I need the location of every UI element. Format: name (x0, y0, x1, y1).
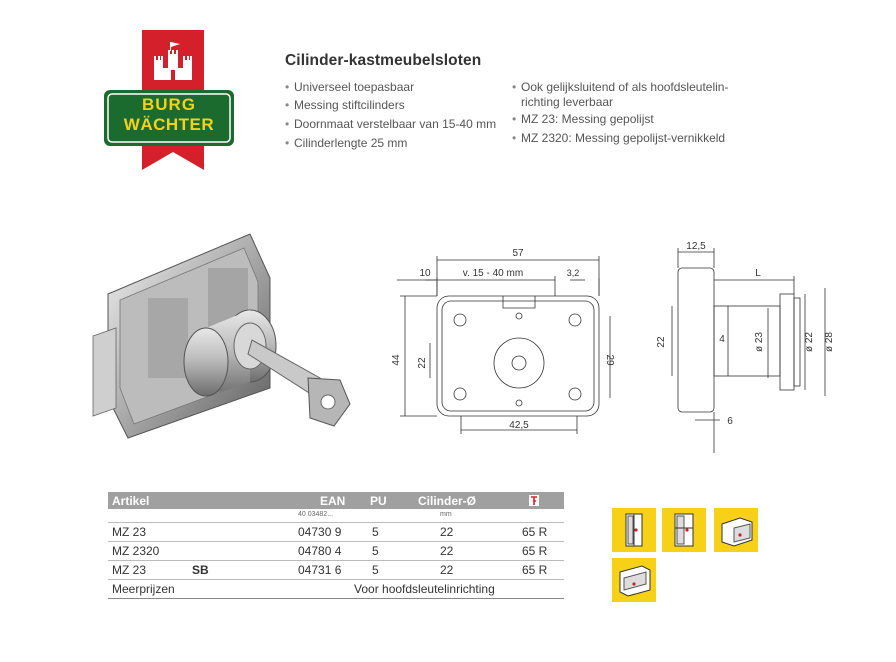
drawer-flap-usage-icon (714, 508, 758, 552)
feature-item: • Messing stiftcilinders (285, 98, 405, 112)
dim-4: 4 (719, 334, 725, 345)
feature-item: • Doornmaat verstelbaar van 15-40 mm (285, 117, 497, 131)
dim-42-5: 42,5 (509, 420, 529, 431)
col-ean: EAN (320, 494, 346, 508)
dim-22-side: 22 (656, 336, 667, 348)
dim-22: 22 (417, 357, 428, 369)
feature-item: • Ook gelijksluitend of als hoofdsleutelin- richting leverbaar (512, 80, 729, 109)
table-subheader: 40 03482... mm (298, 511, 452, 518)
dim-29: 29 (604, 354, 615, 366)
dim-6: 6 (727, 416, 733, 427)
cabinet-usage-icon (662, 508, 706, 552)
dim-d22: ø 22 (804, 331, 815, 353)
table-row-extra: Meerprijzen Voor hoofdsleutelinrichting (108, 580, 564, 599)
table-header (108, 492, 564, 509)
table-row: MZ 23 SB 04731 6 5 22 65 R (108, 561, 564, 580)
dim-10: 10 (419, 268, 431, 279)
side-view-drawing (640, 238, 840, 453)
brand-name-line1: BURG (141, 95, 197, 114)
col-pu: PU (370, 494, 387, 508)
feature-item: • Cilinderlengte 25 mm (285, 136, 408, 150)
table-row: MZ 23 04730 9 5 22 65 R (108, 522, 564, 542)
lock-product-image (88, 228, 368, 443)
dim-12-5: 12,5 (686, 241, 706, 252)
front-view-drawing (385, 238, 625, 448)
col-artikel: Artikel (112, 494, 150, 508)
brand-name-line2: WÄCHTER (123, 115, 215, 134)
dim-d23: ø 23 (754, 331, 765, 353)
cabinet-door-usage-icon (612, 508, 656, 552)
feature-item: • MZ 2320: Messing gepolijst-vernikkeld (512, 131, 726, 145)
table-row: MZ 2320 04780 4 5 22 65 R (108, 542, 564, 561)
col-cilinder: Cilinder-Ø (418, 494, 477, 508)
dim-d28: ø 28 (824, 331, 835, 353)
dim-3-2: 3,2 (566, 268, 580, 278)
dim-range: v. 15 - 40 mm (462, 268, 524, 279)
dim-44: 44 (391, 354, 402, 366)
drawer-usage-icon (612, 558, 656, 602)
key-icon (528, 494, 540, 507)
dim-L: L (755, 268, 761, 279)
feature-item: • Universeel toepasbaar (285, 80, 415, 94)
product-title: Cilinder-kastmeubelsloten (285, 52, 482, 69)
feature-item: • MZ 23: Messing gepolijst (512, 112, 654, 126)
product-table (108, 492, 564, 599)
dim-57: 57 (512, 248, 524, 259)
